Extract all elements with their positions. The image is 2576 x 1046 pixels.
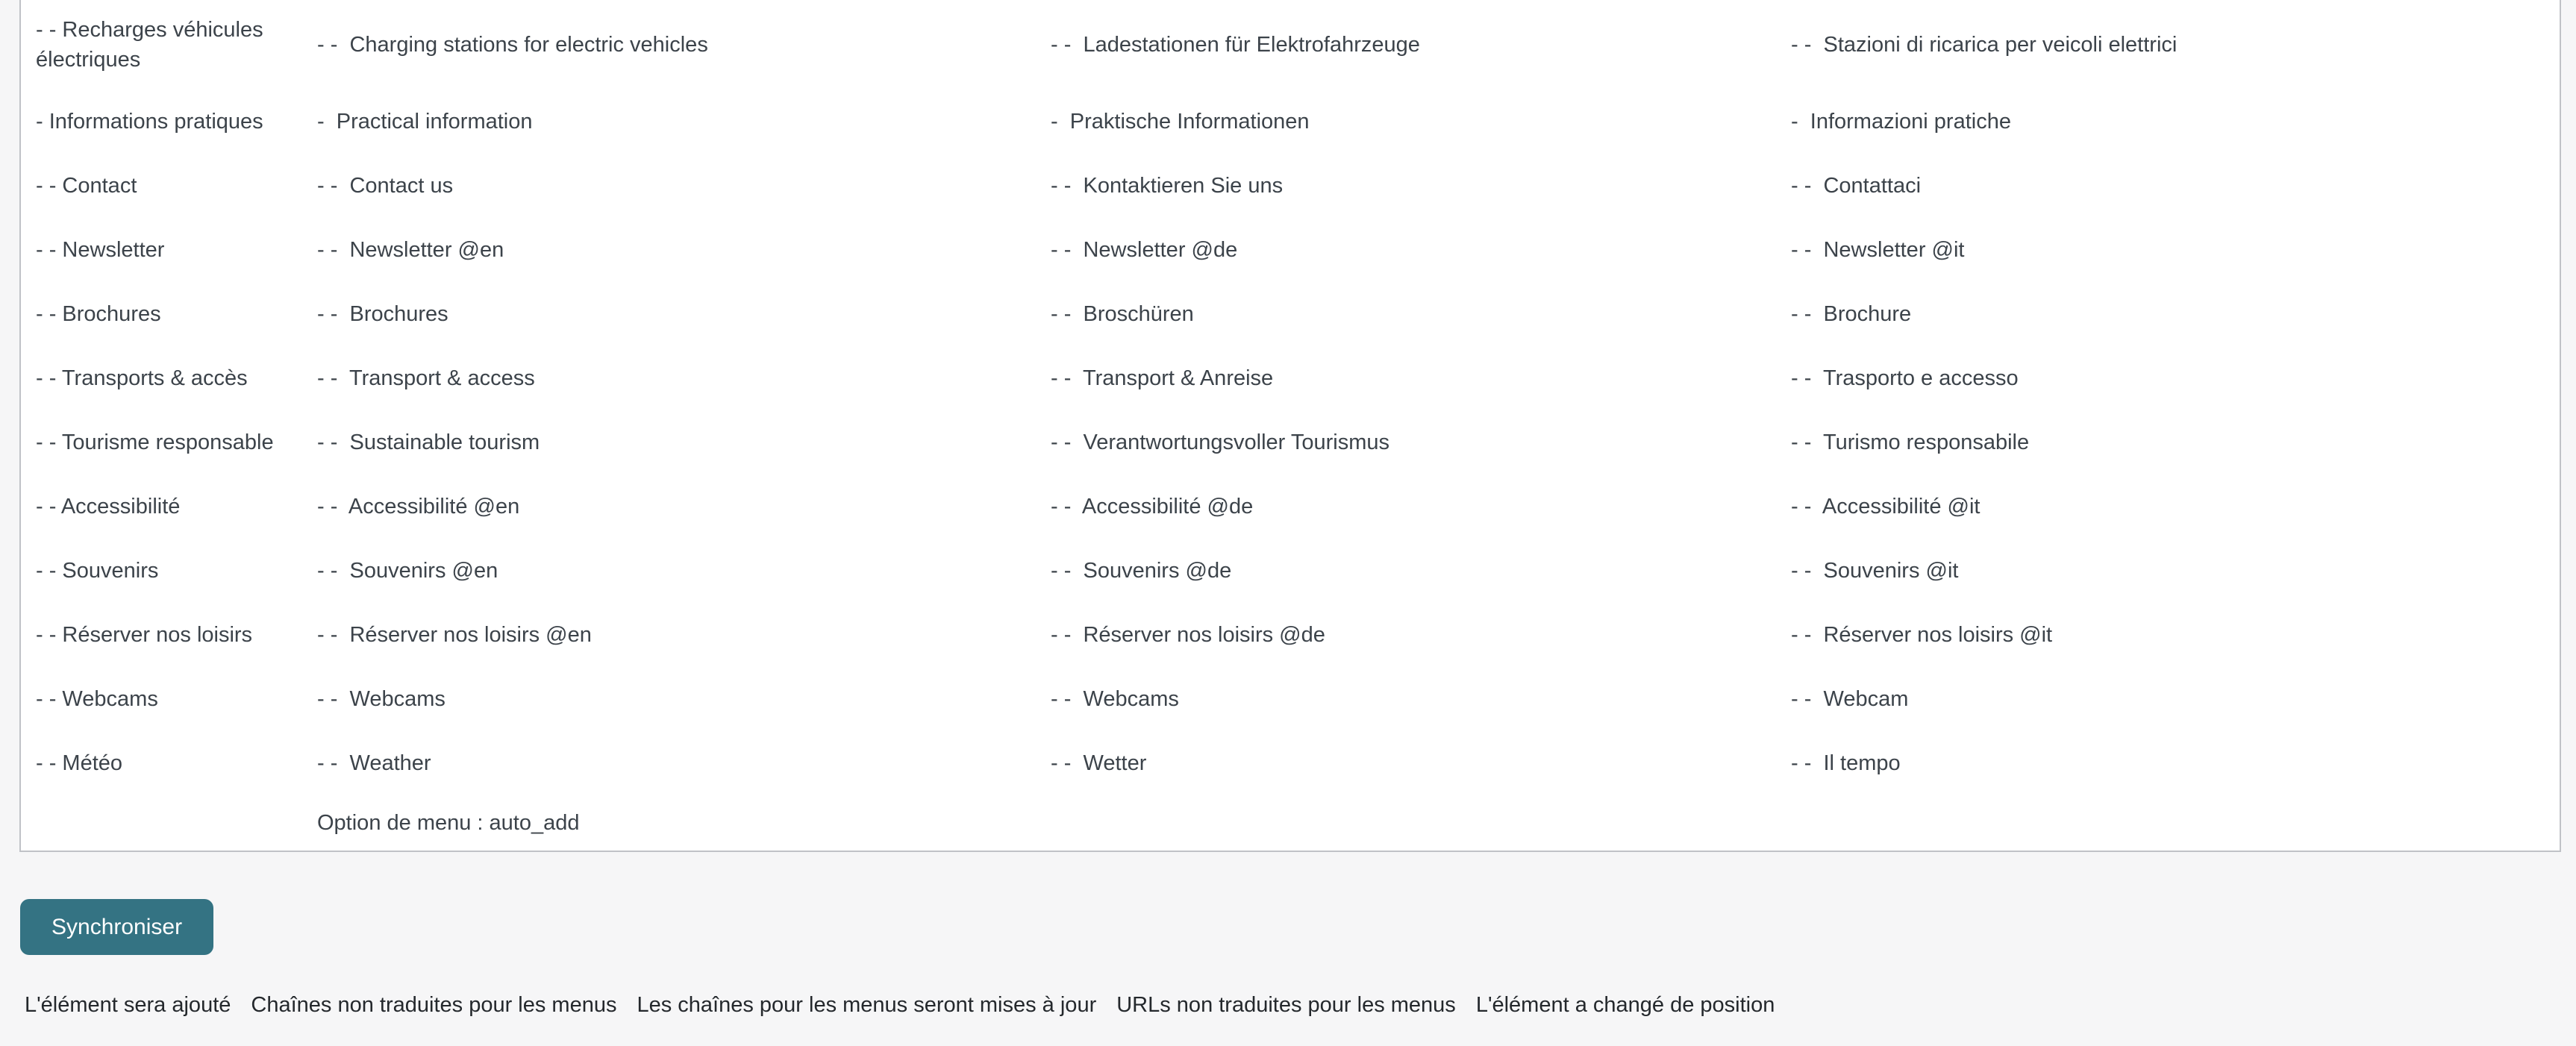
menu-item-cell-french: - - Tourisme responsable [36,430,274,454]
table-row [21,410,2560,475]
menu-item-cell-italian: - - Accessibilité @it [1791,495,1981,519]
menu-item-cell-german: - - Accessibilité @de [1051,495,1254,519]
menu-item-cell-english: - Practical information [317,110,533,134]
menu-item-cell-english: - - Transport & access [317,366,535,390]
menu-item-cell-german: - Praktische Informationen [1051,110,1310,134]
menu-item-cell-french: - - Réserver nos loisirs [36,623,253,647]
menu-item-cell-french: - - Accessibilité [36,495,181,519]
menu-item-cell-english: - - Brochures [317,302,448,326]
menu-sync-table [21,0,2560,851]
menu-item-cell-italian: - - Trasporto e accesso [1791,366,2019,390]
legend-item: L'élément sera ajouté [25,993,231,1017]
menu-item-cell-german: - - Kontaktieren Sie uns [1051,174,1284,198]
menu-item-cell-english: - - Charging stations for electric vehicles [317,33,708,57]
menu-item-cell-german: - - Broschüren [1051,302,1194,326]
legend-item: Chaînes non traduites pour les menus [251,993,617,1017]
table-row [21,218,2560,282]
menu-item-cell-italian: - - Newsletter @it [1791,238,1965,262]
menu-item-cell-german: - - Souvenirs @de [1051,559,1232,583]
menu-sync-panel [19,0,2561,852]
menu-item-cell-french [21,795,317,851]
menu-item-cell-english: - - Réserver nos loisirs @en [317,623,592,647]
menu-item-cell-italian: - - Webcam [1791,687,1909,711]
menu-item-cell-italian: - - Contattaci [1791,174,1922,198]
menu-item-cell-french: - - Souvenirs [36,559,159,583]
menu-item-cell-french: - - Météo [36,751,123,775]
menu-item-cell-german: - - Wetter [1051,751,1147,775]
table-row [21,90,2560,154]
menu-item-cell-italian: - - Réserver nos loisirs @it [1791,623,2053,647]
menu-item-cell-french: - - Recharges véhicules électriques [36,18,269,72]
menu-item-cell-french: - - Newsletter [36,238,165,262]
table-row [21,667,2560,731]
table-row [21,154,2560,218]
menu-item-cell-english: - - Contact us [317,174,454,198]
menu-item-cell-french: - - Webcams [36,687,158,711]
menu-item-cell-italian: - - Souvenirs @it [1791,559,1959,583]
menu-item-cell-french: - - Brochures [36,302,161,326]
menu-item-cell-french: - - Transports & accès [36,366,248,390]
menu-item-cell-german: - - Réserver nos loisirs @de [1051,623,1325,647]
legend-item: L'élément a changé de position [1475,993,1775,1017]
menu-item-cell-italian: - - Brochure [1791,302,1912,326]
table-row [21,0,2560,90]
status-legend [25,989,2576,1021]
table-row [21,539,2560,603]
menu-item-cell-english: - - Souvenirs @en [317,559,498,583]
menu-item-cell-english: - - Newsletter @en [317,238,504,262]
legend-item: URLs non traduites pour les menus [1116,993,1456,1017]
menu-item-cell-english: Option de menu : auto_add [317,811,580,835]
menu-item-cell-german: - - Transport & Anreise [1051,366,1274,390]
menu-item-cell-english: - - Accessibilité @en [317,495,520,519]
menu-item-cell-english: - - Webcams [317,687,446,711]
table-row [21,795,2560,851]
menu-item-cell-german: - - Verantwortungsvoller Tourismus [1051,430,1389,454]
table-row [21,282,2560,346]
menu-item-cell-italian: - - Turismo responsabile [1791,430,2030,454]
menu-item-cell-italian: - - Stazioni di ricarica per veicoli elettrici [1791,33,2178,57]
table-row [21,603,2560,667]
menu-item-cell-english: - - Sustainable tourism [317,430,540,454]
menu-item-cell-english: - - Weather [317,751,431,775]
menu-item-cell-german: - - Webcams [1051,687,1179,711]
legend-item: Les chaînes pour les menus seront mises à jour [637,993,1097,1017]
menu-item-cell-french: - - Contact [36,174,137,198]
table-row [21,475,2560,539]
table-row [21,731,2560,795]
menu-item-cell-german [1051,795,1791,851]
synchronize-button[interactable]: Synchroniser [20,899,213,955]
menu-item-cell-german: - - Newsletter @de [1051,238,1238,262]
menu-item-cell-italian: - - Il tempo [1791,751,1901,775]
menu-item-cell-italian [1791,795,2558,851]
menu-item-cell-italian: - Informazioni pratiche [1791,110,2011,134]
menu-item-cell-french: - Informations pratiques [36,110,263,134]
table-row [21,346,2560,410]
menu-item-cell-german: - - Ladestationen für Elektrofahrzeuge [1051,33,1420,57]
